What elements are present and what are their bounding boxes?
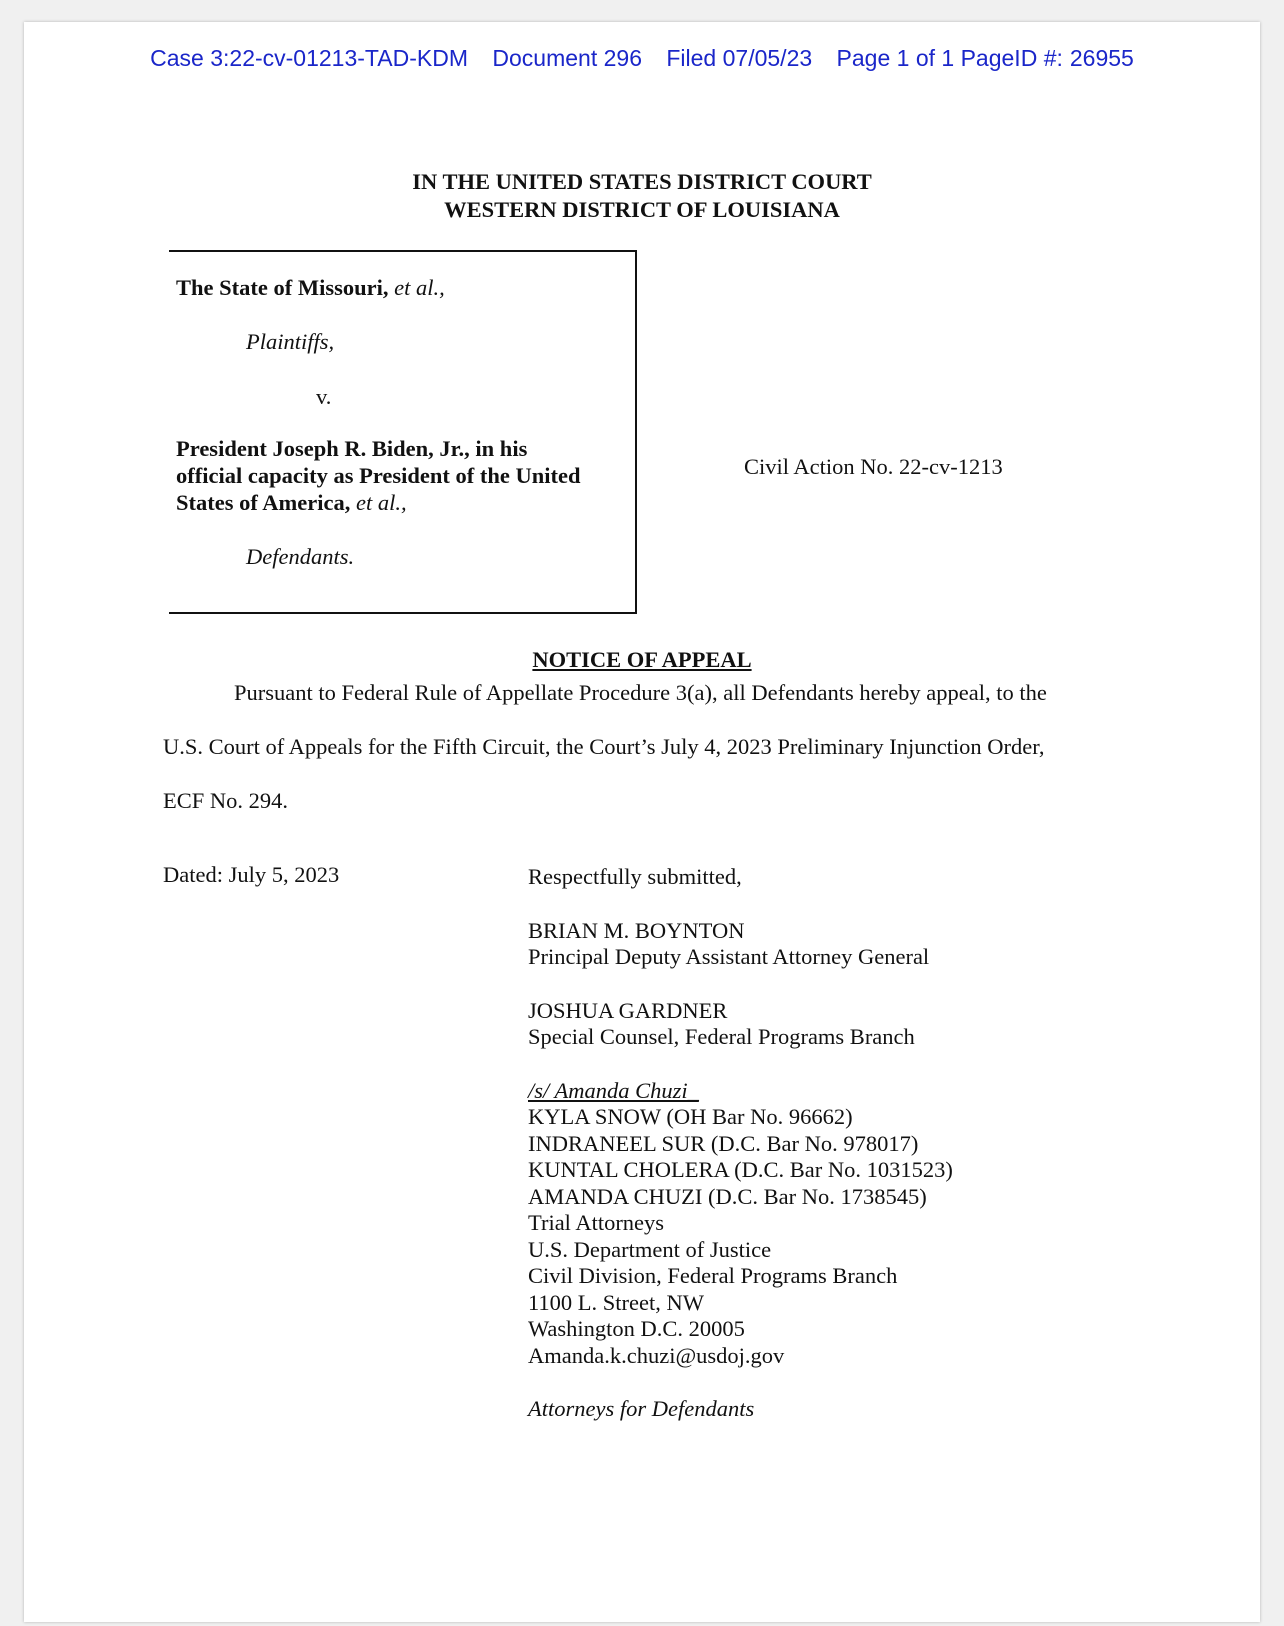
defendants-label: Defendants. [246,544,355,569]
plaintiffs-label: Plaintiffs, [246,329,335,354]
document-page [24,22,1260,1622]
document-title: NOTICE OF APPEAL [532,647,752,672]
filed-date: Filed 07/05/23 [666,45,813,71]
city-address: Washington D.C. 20005 [528,1316,745,1341]
ecf-filing-header [24,45,1260,72]
defendant-etal: et al., [355,490,407,515]
court-heading [24,168,1260,224]
defendant-name-end: States of America, [176,490,351,515]
email-address: Amanda.k.chuzi@usdoj.gov [528,1342,785,1368]
defendant-line-1: President Joseph R. Biden, Jr., in his [176,436,528,461]
page-count: Page 1 of 1 PageID #: [836,45,1063,71]
defendant-line-3 [176,489,407,516]
department: U.S. Department of Justice [528,1236,772,1262]
court-name: IN THE UNITED STATES DISTRICT COURT [412,169,872,194]
attorney-role: Trial Attorneys [528,1210,665,1235]
plaintiff-line [176,274,445,301]
body-line-2: U.S. Court of Appeals for the Fifth Circuit, the Court’s July 4, 2023 Preliminary Injunction Order, [163,734,1045,759]
page-id: 26955 [1069,45,1134,71]
attorney-kyla-snow: KYLA SNOW (OH Bar No. 96662) [528,1104,853,1129]
attorney-indraneel-sur: INDRANEEL SUR (D.C. Bar No. 978017) [528,1130,919,1156]
case-caption-box [169,250,637,614]
closing: Respectfully submitted, [528,864,742,889]
case-number: Case 3:22-cv-01213-TAD-KDM [150,45,468,71]
division: Civil Division, Federal Programs Branch [528,1263,898,1288]
gardner-name: JOSHUA GARDNER [528,997,728,1023]
plaintiff-name: The State of Missouri, [176,275,389,300]
body-line-1: Pursuant to Federal Rule of Appellate Procedure 3(a), all Defendants hereby appeal, to the [234,680,1047,705]
street-address: 1100 L. Street, NW [528,1289,705,1315]
electronic-signature: /s/ Amanda Chuzi_ [528,1077,699,1103]
dated-line: Dated: July 5, 2023 [163,862,340,887]
court-district: WESTERN DISTRICT OF LOUISIANA [444,197,840,222]
boynton-name: BRIAN M. BOYNTON [528,917,745,943]
attorney-kuntal-cholera: KUNTAL CHOLERA (D.C. Bar No. 1031523) [528,1157,953,1182]
attorneys-for: Attorneys for Defendants [528,1396,755,1421]
document-number: Document 296 [492,45,642,71]
plaintiff-etal: et al., [394,275,445,300]
attorney-amanda-chuzi: AMANDA CHUZI (D.C. Bar No. 1738545) [528,1183,927,1209]
signature-block [528,864,953,1423]
versus: v. [316,384,332,409]
civil-action-number: Civil Action No. 22-cv-1213 [744,454,1003,479]
boynton-title: Principal Deputy Assistant Attorney General [528,944,930,969]
defendant-line-2: official capacity as President of the United [176,463,581,488]
gardner-title: Special Counsel, Federal Programs Branch [528,1024,915,1049]
body-line-3: ECF No. 294. [163,788,289,813]
